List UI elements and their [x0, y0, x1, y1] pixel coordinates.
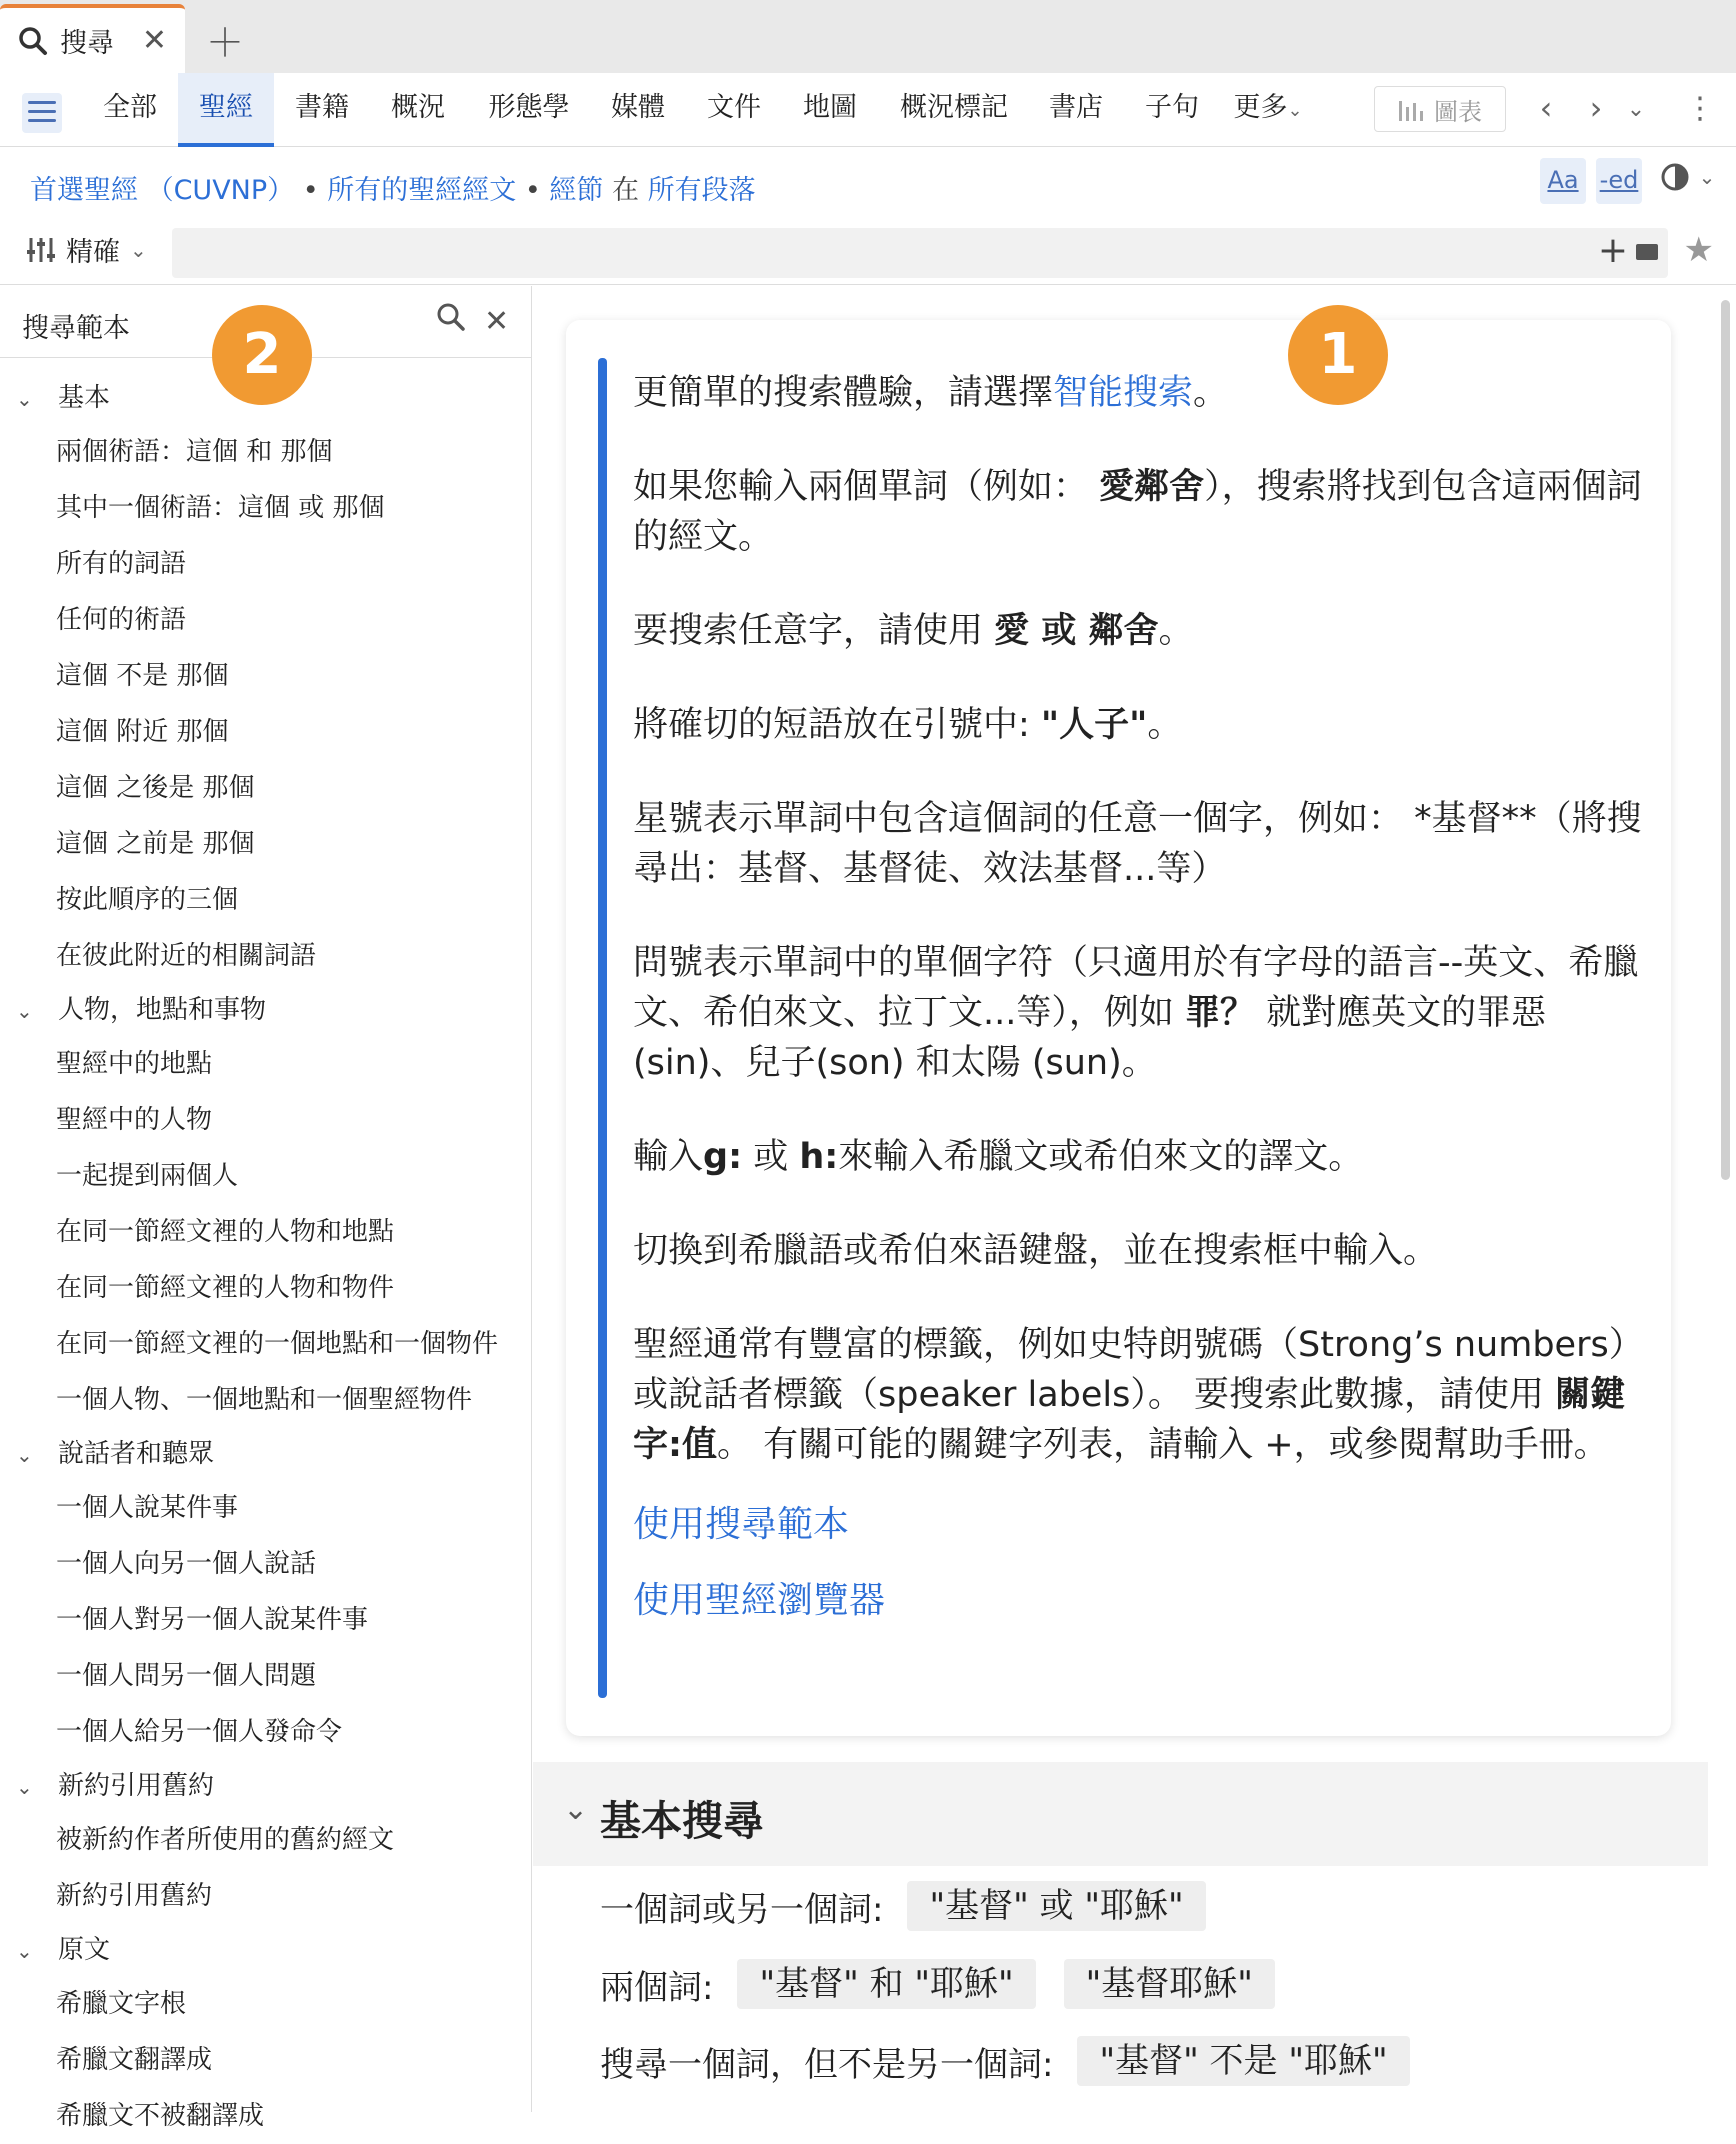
contrast-icon [1660, 162, 1690, 192]
chevron-down-icon: ⌄ [16, 1443, 33, 1467]
chevron-down-icon: ⌄ [1698, 165, 1716, 189]
template-item[interactable]: 在同一節經文裡的人物和物件 [56, 1273, 395, 1303]
help-text-span: 。 [1147, 705, 1183, 745]
help-text-span: ），搜索將找到包含這兩個詞的經文。 [633, 467, 1642, 557]
help-text-span: 聖經通常有豐富的標籤，例如史特朗號碼（Strong’s numbers）或說話者標籤（speaker labels）。 要搜索此數據，請使用 [633, 1325, 1644, 1415]
help-text-span: 將確切的短語放在引號中: [633, 705, 1041, 745]
template-group-label: 原文 [58, 1935, 111, 1965]
help-paragraph: 切換到希臘語或希伯來語鍵盤，並在搜索框中輸入。 [633, 1231, 1439, 1271]
template-item[interactable]: 這個 之後是 那個 [56, 773, 255, 803]
scrollbar[interactable] [1721, 300, 1730, 1180]
example-label: 一個詞或另一個詞: [600, 1889, 884, 1930]
example-chip[interactable]: "基督耶穌" [1064, 1959, 1275, 2009]
use-search-templates-link[interactable]: 使用搜尋範本 [633, 1504, 850, 1545]
help-example: 愛 或 鄰舍 [994, 611, 1159, 651]
template-item[interactable]: 任何的術語 [56, 605, 187, 635]
template-item[interactable]: 一個人物、一個地點和一個聖經物件 [56, 1385, 473, 1415]
tab-morphology[interactable]: 形態學 [488, 92, 570, 123]
help-example: 罪？ [1185, 993, 1256, 1033]
chevron-down-icon: ⌄ [16, 999, 33, 1023]
template-item[interactable]: 這個 不是 那個 [56, 661, 229, 691]
help-paragraph [633, 462, 1648, 562]
add-tab-icon[interactable]: ＋ [205, 21, 244, 65]
chevron-down-icon: ⌄ [563, 1792, 589, 1827]
template-item[interactable]: 被新約作者所使用的舊約經文 [56, 1825, 395, 1855]
tab-documents[interactable]: 文件 [707, 92, 761, 123]
scope-in-text: 在 [612, 175, 639, 206]
template-item[interactable]: 按此順序的三個 [56, 885, 239, 915]
tab-factbook-tags[interactable]: 概況標記 [900, 92, 1008, 123]
template-list [0, 372, 532, 2144]
use-bible-browser-link[interactable]: 使用聖經瀏覽器 [633, 1580, 886, 1621]
help-text-span: 來輸入希臘文或希伯來文的譯文。 [838, 1137, 1364, 1177]
search-help-card [566, 320, 1671, 1736]
add-term-icon[interactable]: + [1597, 230, 1628, 271]
template-group-label: 新約引用舊約 [58, 1771, 215, 1801]
help-example: "人子" [1040, 705, 1148, 745]
search-icon[interactable] [436, 302, 466, 340]
tab-media[interactable]: 媒體 [611, 92, 665, 123]
template-item[interactable]: 希臘文字根 [56, 1989, 187, 2019]
search-templates-panel [0, 286, 532, 2131]
chevron-down-icon: ⌄ [16, 1775, 33, 1799]
template-item[interactable]: 在同一節經文裡的一個地點和一個物件 [56, 1329, 499, 1359]
callout-badge-2: 2 [212, 305, 312, 405]
help-text-span: 問號表示單詞中的單個字符（只適用於有字母的語言--英文、希臘文、希伯來文、拉丁文...等），例如 [633, 943, 1639, 1033]
help-text-span: 更簡單的搜索體驗，請選擇 [633, 373, 1054, 413]
help-example: g: [703, 1137, 743, 1177]
example-chip[interactable]: "基督" 不是 "耶穌" [1077, 2036, 1409, 2086]
match-case-button[interactable] [1540, 158, 1586, 204]
example-chip[interactable]: "基督" 或 "耶穌" [907, 1881, 1205, 1931]
template-item[interactable]: 一個人對另一個人說某件事 [56, 1605, 369, 1635]
tab-all[interactable]: 全部 [103, 92, 157, 123]
smart-search-link[interactable]: 智能搜索 [1053, 373, 1194, 413]
callout-badge-1: 1 [1288, 305, 1388, 405]
example-row [600, 1959, 1275, 2009]
help-example: 關鍵字:值 [633, 1375, 1626, 1465]
panel-title: 搜尋範本 [22, 313, 130, 344]
search-scope [0, 148, 1736, 220]
search-bar [0, 220, 1736, 285]
chart-label: 圖表 [1434, 97, 1482, 126]
help-example: 愛鄰舍 [1099, 467, 1205, 507]
template-group[interactable] [0, 984, 532, 1036]
template-item[interactable]: 一個人給另一個人發命令 [56, 1717, 343, 1747]
template-item[interactable]: 聖經中的人物 [56, 1105, 213, 1135]
help-text-span: 輸入 [633, 1137, 704, 1177]
search-icon [18, 26, 48, 56]
help-text-span: 就對應英文的罪惡(sin)、兒子(son) 和太陽 (sun)。 [633, 993, 1547, 1083]
example-row [600, 1881, 1206, 1931]
tab-maps[interactable]: 地圖 [803, 92, 857, 123]
scope-separator: • [302, 175, 319, 206]
template-item[interactable]: 其中一個術語：這個 或 那個 [56, 493, 385, 523]
help-paragraph [633, 1132, 1648, 1182]
template-item[interactable]: 在彼此附近的相關詞語 [56, 941, 317, 971]
main-content [533, 286, 1736, 2112]
example-label: 兩個詞: [600, 1967, 714, 2008]
template-item[interactable]: 希臘文翻譯成 [56, 2045, 213, 2075]
card-accent-bar [598, 358, 607, 1698]
tab-more[interactable] [1228, 73, 1308, 147]
template-item[interactable]: 一個人問另一個人問題 [56, 1661, 317, 1691]
chevron-down-icon: ⌄ [1287, 100, 1303, 121]
chart-button[interactable] [1374, 86, 1506, 132]
tab-more-label: 更多 [1233, 92, 1288, 123]
tab-books[interactable]: 書籍 [295, 92, 349, 123]
template-item[interactable]: 希臘文不被翻譯成 [56, 2101, 265, 2131]
menu-icon[interactable] [22, 93, 62, 133]
template-item[interactable]: 在同一節經文裡的人物和地點 [56, 1217, 395, 1247]
close-icon[interactable]: ✕ [484, 304, 510, 339]
word-forms-button[interactable] [1596, 158, 1642, 204]
template-group-label: 人物，地點和事物 [58, 995, 267, 1025]
tab-bible[interactable]: 聖經 [178, 73, 274, 147]
template-item[interactable]: 一起提到兩個人 [56, 1161, 239, 1191]
search-input[interactable] [172, 228, 1668, 278]
template-group[interactable] [0, 1924, 532, 1976]
tab-store[interactable]: 書店 [1049, 92, 1103, 123]
template-group-label: 基本 [58, 383, 111, 413]
template-item[interactable]: 所有的詞語 [56, 549, 187, 579]
scope-separator: • [524, 175, 541, 206]
basic-search-section-header[interactable] [533, 1762, 1708, 1866]
match-case-label: Aa [1547, 166, 1579, 194]
tab-label: 搜尋 [60, 28, 114, 59]
help-paragraph [633, 606, 1648, 656]
help-example: h: [799, 1137, 839, 1177]
help-paragraph [633, 938, 1648, 1088]
example-row [600, 2036, 1410, 2086]
help-text-span: 或 [742, 1137, 800, 1177]
back-icon[interactable]: ‹ [1539, 89, 1553, 127]
template-item[interactable]: 新約引用舊約 [56, 1881, 213, 1911]
help-paragraph: 星號表示單詞中包含這個詞的任意一個字，例如： *基督**（將搜尋出：基督、基督徒、效法基督...等） [633, 799, 1642, 889]
template-group[interactable] [0, 1760, 532, 1812]
template-item[interactable]: 一個人向另一個人說話 [56, 1549, 317, 1579]
more-options-icon[interactable]: ⋮ [1685, 91, 1715, 126]
display-options-button[interactable] [1660, 162, 1715, 199]
help-text-span: 如果您輸入兩個單詞（例如： [633, 467, 1100, 507]
template-item[interactable]: 一個人說某件事 [56, 1493, 239, 1523]
help-text-span: 要搜索任意字，請使用 [633, 611, 995, 651]
help-paragraph [633, 1320, 1648, 1470]
scope-bible-link[interactable]: 首選聖經 （CUVNP） [30, 175, 295, 206]
search-mode-label: 精確 [66, 237, 120, 268]
chevron-down-icon: ⌄ [130, 237, 147, 262]
section-title: 基本搜尋 [600, 1797, 764, 1845]
forward-icon[interactable]: › [1589, 89, 1603, 127]
template-item[interactable]: 這個 之前是 那個 [56, 829, 255, 859]
close-icon[interactable]: ✕ [141, 23, 167, 58]
star-icon[interactable]: ★ [1683, 230, 1714, 270]
example-chip[interactable]: "基督" 和 "耶穌" [737, 1959, 1035, 2009]
help-text-span: 。 有關可能的關鍵字列表，請輸入 +，或參閱幫助手冊。 [717, 1425, 1609, 1465]
template-group[interactable] [0, 1428, 532, 1480]
search-mode-dropdown[interactable] [26, 230, 147, 269]
tab-factbook[interactable]: 概況 [391, 92, 445, 123]
keyboard-icon[interactable] [1636, 244, 1658, 260]
tab-search[interactable] [0, 4, 185, 73]
template-group-label: 說話者和聽眾 [58, 1439, 215, 1469]
template-item[interactable]: 這個 附近 那個 [56, 717, 229, 747]
scope-texts-link[interactable]: 所有的聖經經文 [327, 175, 517, 206]
word-forms-label: -ed [1599, 166, 1639, 194]
tab-clauses[interactable]: 子句 [1145, 92, 1199, 123]
resource-type-bar [0, 73, 1736, 147]
history-chevron-down-icon[interactable]: ⌄ [1626, 97, 1646, 122]
bar-chart-icon [1398, 97, 1424, 121]
chevron-down-icon: ⌄ [16, 1939, 33, 1963]
help-text-span: 。 [1193, 373, 1229, 413]
scope-unit-link[interactable]: 經節 [549, 175, 604, 206]
help-text-span: 。 [1158, 611, 1194, 651]
help-text [633, 368, 1648, 1652]
chevron-down-icon: ⌄ [16, 387, 33, 411]
tab-strip [0, 0, 1736, 73]
template-item[interactable]: 聖經中的地點 [56, 1049, 213, 1079]
template-item[interactable]: 兩個術語：這個 和 那個 [56, 437, 333, 467]
scope-range-link[interactable]: 所有段落 [647, 175, 756, 206]
help-paragraph [633, 700, 1648, 750]
sliders-icon [26, 236, 56, 264]
help-paragraph [633, 368, 1648, 418]
example-label: 搜尋一個詞，但不是另一個詞: [600, 2044, 1054, 2085]
